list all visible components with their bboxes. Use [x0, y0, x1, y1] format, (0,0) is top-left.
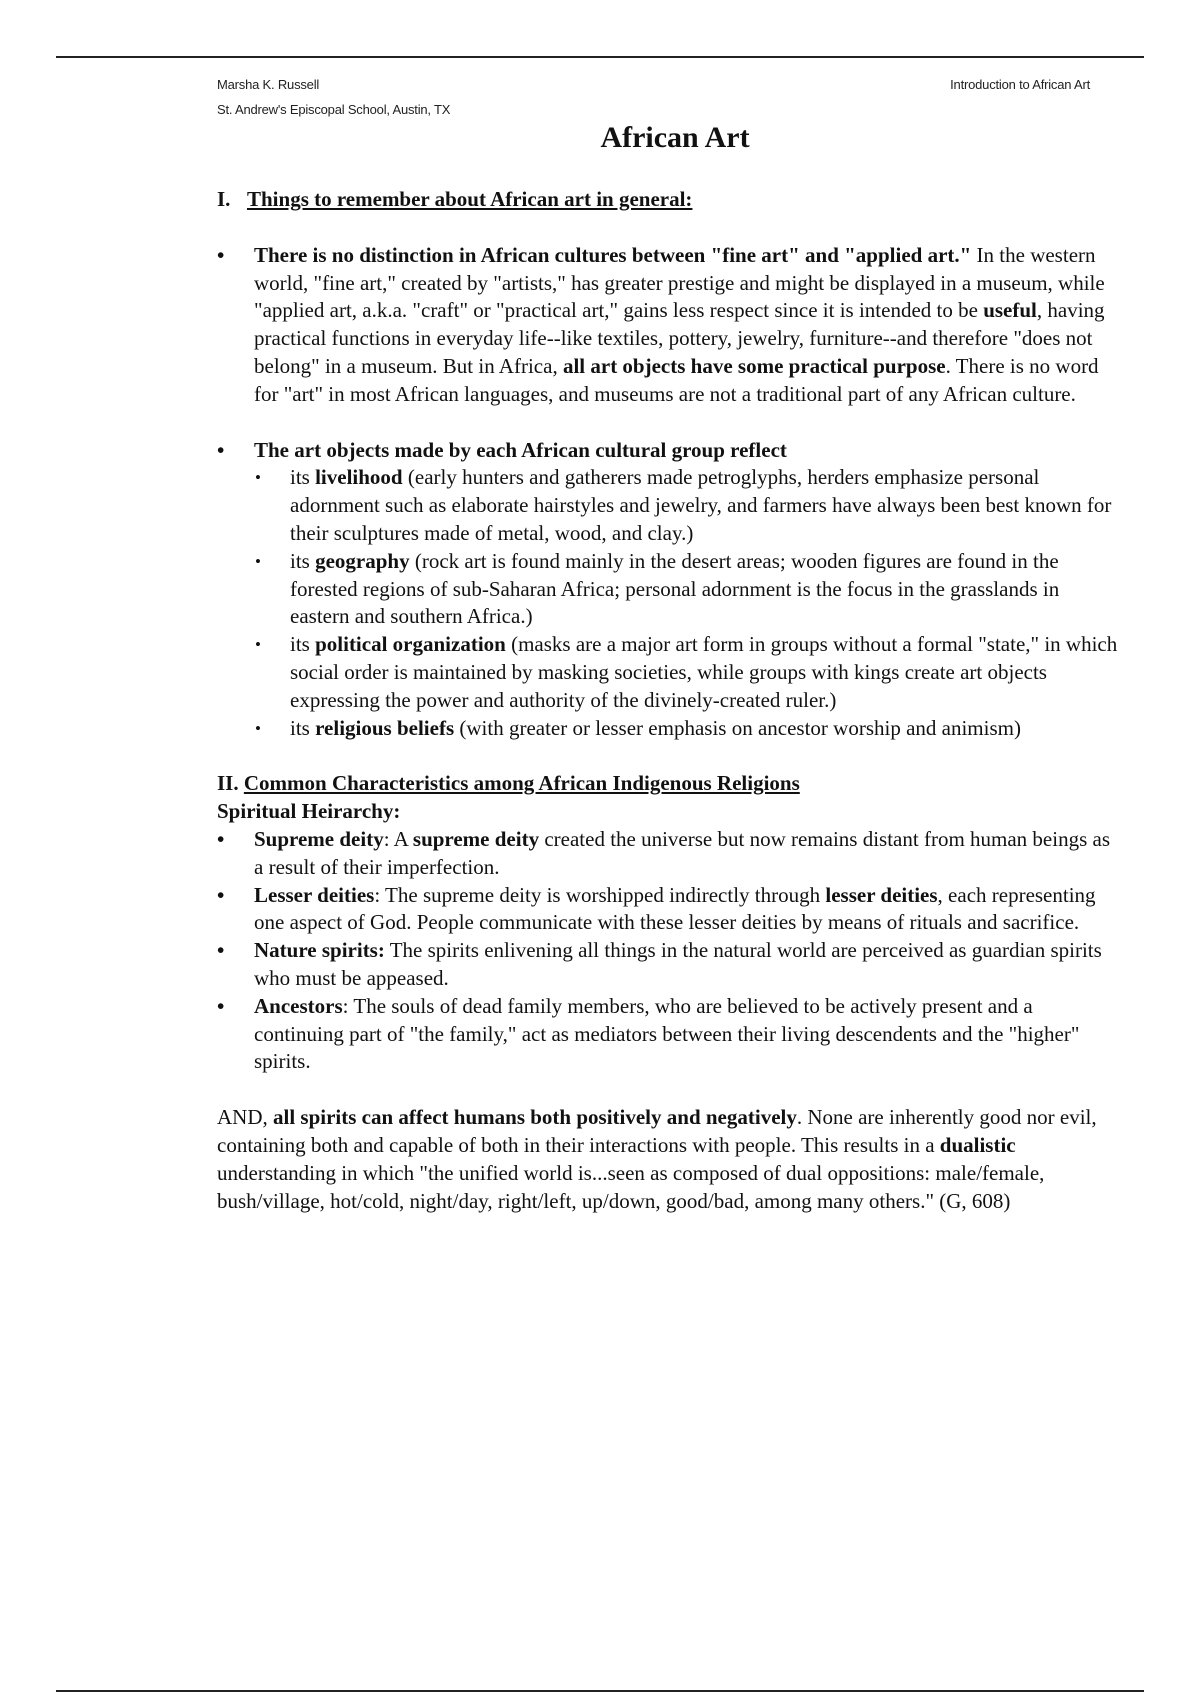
list-item: • The art objects made by each African cultural group reflect • its livelihood (early hunters and gatherers made petroglyphs, herders emphasize personal adornment such as elaborate hairstyles and jewelry, and farmers have always been best known for their sculptures made of metal, wood, and clay.) • its geography (rock art is found mainly in the desert areas; wooden figures are found in the forested regions of sub-Saharan Africa; personal adornment is the focus in the grasslands in eastern and southern Africa.) • its political organization (masks are a major art form in groups without a formal "state," in which social order is maintained by masking societies, while groups with kings create art objects expressing the power and authority of the divinely-created ruler.) • its religious beliefs (with greater or lesser emphasis on ancestor worship and animism)	[217, 437, 1122, 743]
top-rule	[56, 56, 1144, 58]
page-title: African Art	[600, 121, 750, 154]
sub-list-item: • its religious beliefs (with greater or lesser emphasis on ancestor worship and animism)	[217, 715, 1122, 743]
reflect-sublist	[217, 464, 1122, 742]
section-2-subheading: Spiritual Heirarchy:	[217, 799, 401, 824]
closing-paragraph: AND, all spirits can affect humans both positively and negatively. None are inherently good nor evil, containing both and capable of both in their interactions with people. This results in a dualistic understanding in which "the unified world is...seen as composed of dual oppositions: male/female, bush/village, hot/cold, night/day, right/left, up/down, good/bad, among many others." (G, 608)	[217, 1105, 1097, 1213]
section-2-list	[217, 826, 1122, 1076]
bottom-rule	[56, 1690, 1144, 1692]
list-item: • There is no distinction in African cultures between "fine art" and "applied art." In the western world, "fine art," created by "artists," has greater prestige and might be displayed in a museum, while "applied art, a.k.a. "craft" or "practical art," gains less respect since it is intended to be useful, having practical functions in everyday life--like textiles, pottery, jewelry, furniture--and therefore "does not belong" in a museum. But in Africa, all art objects have some practical purpose. There is no word for "art" in most African languages, and museums are not a traditional part of any African culture.	[217, 242, 1122, 409]
sub-list-item: • its geography (rock art is found mainly in the desert areas; wooden figures are found in the forested regions of sub-Saharan Africa; personal adornment is the focus in the grasslands in eastern and southern Africa.)	[217, 548, 1122, 631]
sub-list-item: • its livelihood (early hunters and gatherers made petroglyphs, herders emphasize personal adornment such as elaborate hairstyles and jewelry, and farmers have always been best known for their sculptures made of metal, wood, and clay.)	[217, 464, 1122, 547]
header-left	[217, 72, 450, 122]
list-item: • Supreme deity: A supreme deity created the universe but now remains distant from human beings as a result of their imperfection.	[217, 826, 1122, 882]
list-item: • Nature spirits: The spirits enlivening all things in the natural world are perceived as guardian spirits who must be appeased.	[217, 937, 1122, 993]
header-right	[950, 72, 1090, 97]
section-1-list-2	[217, 437, 1122, 743]
course-title: Introduction to African Art	[950, 77, 1090, 92]
section-2-heading: II. Common Characteristics among African Indigenous Religions	[217, 771, 800, 796]
list-item: • Ancestors: The souls of dead family members, who are believed to be actively present and a continuing part of "the family," act as mediators between their living descendents and the "higher" spirits.	[217, 993, 1122, 1076]
section-1-list	[217, 242, 1122, 409]
author-name: Marsha K. Russell	[217, 77, 320, 92]
section-1-heading: I. Things to remember about African art in general:	[217, 187, 693, 211]
school-name: St. Andrew's Episcopal School, Austin, TX	[217, 102, 451, 117]
list-item: • Lesser deities: The supreme deity is worshipped indirectly through lesser deities, each representing one aspect of God. People communicate with these lesser deities by means of rituals and sacrifice.	[217, 882, 1122, 938]
sub-list-item: • its political organization (masks are a major art form in groups without a formal "state," in which social order is maintained by masking societies, while groups with kings create art objects expressing the power and authority of the divinely-created ruler.)	[217, 631, 1122, 714]
document-body	[217, 186, 1122, 1215]
